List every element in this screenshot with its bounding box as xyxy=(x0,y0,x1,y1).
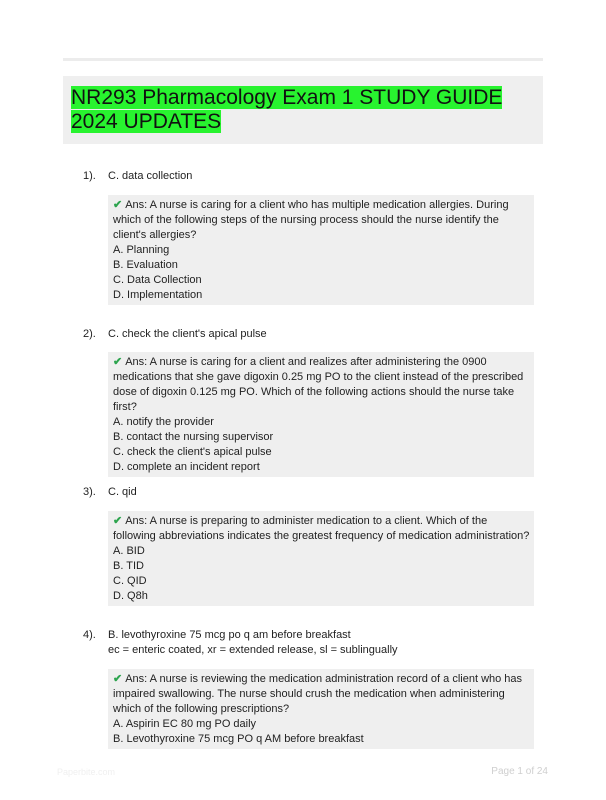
footer-watermark: Paperbite.com xyxy=(57,767,116,777)
prompt-text: Ans: A nurse is caring for a client who has multiple medication allergies. During which of the following steps of the nursing process should the nurse identify the client's allergies? xyxy=(113,199,509,241)
prompt-text: Ans: A nurse is caring for a client and realizes after administering the 0900 medications that she gave digoxin 0.25 mg PO to the client instead of the prescribed dose of digoxin 0.125 mg PO. Which of the following actions should the nurse take first? xyxy=(113,356,524,413)
answer-box xyxy=(108,511,534,606)
option-item: A. Planning xyxy=(113,244,170,256)
answer-text: B. levothyroxine 75 mcg po q am before breakfast xyxy=(108,629,351,641)
check-icon: ✔ xyxy=(113,356,123,368)
question-prompt xyxy=(113,198,530,243)
answer-box xyxy=(108,352,534,477)
answer-box xyxy=(108,669,534,749)
page-number: Page 1 of 24 xyxy=(491,766,548,777)
title-highlight: NR293 Pharmacology Exam 1 STUDY GUIDE 2024 UPDATES xyxy=(71,86,503,133)
question-answer: C. qid xyxy=(108,486,137,498)
question-answer xyxy=(108,628,538,658)
option-item: C. check the client's apical pulse xyxy=(113,446,272,458)
option-item: A. Aspirin EC 80 mg PO daily xyxy=(113,718,257,730)
check-icon: ✔ xyxy=(113,199,123,211)
answer-box xyxy=(108,195,534,305)
question-answer: C. data collection xyxy=(108,170,193,182)
option-item: A. notify the provider xyxy=(113,416,214,428)
question-number: 4). xyxy=(83,629,96,641)
check-icon: ✔ xyxy=(113,515,123,527)
question-prompt xyxy=(113,514,530,544)
top-divider xyxy=(63,58,543,61)
question-number: 1). xyxy=(83,170,96,182)
question-number: 2). xyxy=(83,328,96,340)
question-prompt xyxy=(113,672,530,717)
option-item: C. Data Collection xyxy=(113,274,202,286)
question-answer: C. check the client's apical pulse xyxy=(108,328,267,340)
title-box xyxy=(63,76,543,144)
option-item: B. contact the nursing supervisor xyxy=(113,431,274,443)
option-item: D. Implementation xyxy=(113,289,203,301)
option-item: B. Levothyroxine 75 mcg PO q AM before breakfast xyxy=(113,733,364,745)
answer-note: ec = enteric coated, xr = extended release, sl = sublingually xyxy=(108,644,398,656)
question-number: 3). xyxy=(83,486,96,498)
check-icon: ✔ xyxy=(113,673,123,685)
prompt-text: Ans: A nurse is reviewing the medication administration record of a client who has impaired swallowing. The nurse should crush the medication when administering which of the following prescriptions? xyxy=(113,673,523,715)
option-item: D. complete an incident report xyxy=(113,461,260,473)
question-prompt xyxy=(113,355,530,415)
option-item: B. Evaluation xyxy=(113,259,178,271)
option-item: A. BID xyxy=(113,545,145,557)
option-item: D. Q8h xyxy=(113,590,148,602)
option-item: C. QID xyxy=(113,575,147,587)
page-title xyxy=(71,86,543,134)
option-item: B. TID xyxy=(113,560,144,572)
prompt-text: Ans: A nurse is preparing to administer medication to a client. Which of the following abbreviations indicates the greatest frequency of medication administration? xyxy=(113,515,530,542)
